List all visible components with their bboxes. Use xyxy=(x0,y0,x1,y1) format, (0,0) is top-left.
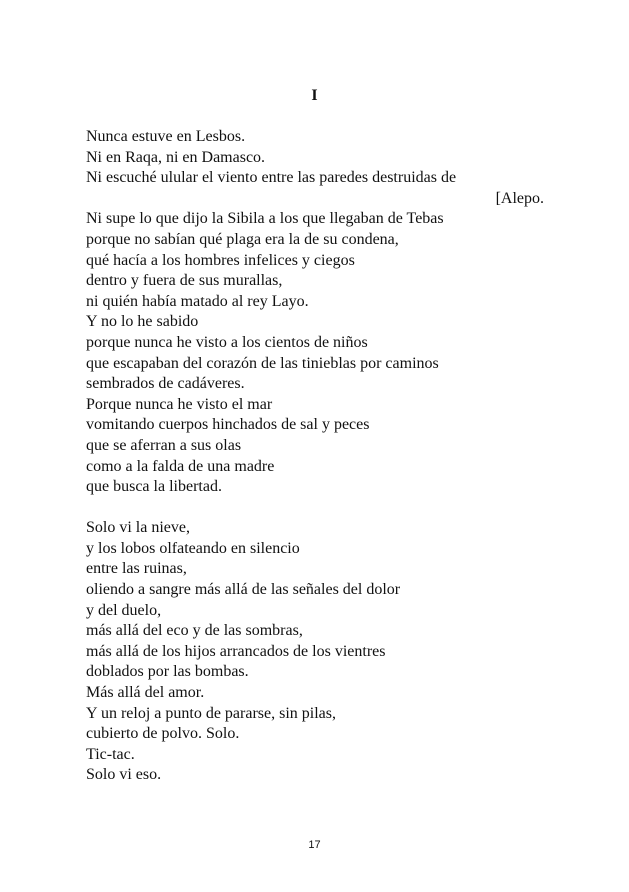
poem-line: Solo vi eso. xyxy=(86,766,162,784)
poem-line: y del duelo, xyxy=(86,601,162,619)
poem-line: que se aferran a sus olas xyxy=(86,436,242,454)
poem-line: oliendo a sangre más allá de las señales del dolor xyxy=(86,581,401,599)
poem-line: doblados por las bombas. xyxy=(86,663,249,681)
poem-line: Y no lo he sabido xyxy=(86,313,199,331)
poem-line: ni quién había matado al rey Layo. xyxy=(86,292,309,310)
poem-line: Solo vi la nieve, xyxy=(86,519,190,537)
poem-line: Nunca estuve en Lesbos. xyxy=(86,128,246,145)
stanza-2 xyxy=(86,518,556,786)
poem-heading: I xyxy=(311,87,318,104)
poem-line: Ni escuché ulular el viento entre las paredes destruidas de xyxy=(86,169,457,187)
poem-line: vomitando cuerpos hinchados de sal y peces xyxy=(86,416,370,434)
poem-line: Porque nunca he visto el mar xyxy=(86,395,273,413)
poem-line-continuation: [Alepo. xyxy=(495,189,544,207)
poem-line: y los lobos olfateando en silencio xyxy=(86,539,300,557)
poem-line: porque no sabían qué plaga era la de su condena, xyxy=(86,230,399,248)
poem-line: sembrados de cadáveres. xyxy=(86,375,245,393)
poem-line: Ni supe lo que dijo la Sibila a los que llegaban de Tebas xyxy=(86,210,444,228)
poem-line: que escapaban del corazón de las tinieblas por caminos xyxy=(86,354,439,372)
poem-line: Más allá del amor. xyxy=(86,684,205,702)
poem-line: cubierto de polvo. Solo. xyxy=(86,725,240,743)
poem-line: entre las ruinas, xyxy=(86,560,187,578)
stanza-1 xyxy=(86,127,556,498)
poem-line: más allá del eco y de las sombras, xyxy=(86,622,303,640)
poem-line: que busca la libertad. xyxy=(86,478,222,496)
page-number: 17 xyxy=(308,839,321,851)
poem-line: más allá de los hijos arrancados de los vientres xyxy=(86,642,386,660)
poem-line: Tic-tac. xyxy=(86,745,135,763)
stanza-break xyxy=(86,498,556,519)
poem-line: Y un reloj a punto de pararse, sin pilas, xyxy=(86,704,337,722)
poem-line: Ni en Raqa, ni en Damasco. xyxy=(86,148,266,166)
poem-line: porque nunca he visto a los cientos de niños xyxy=(86,333,368,351)
poem-line: como a la falda de una madre xyxy=(86,457,275,475)
poem-line: dentro y fuera de sus murallas, xyxy=(86,272,283,290)
poem-line: qué hacía a los hombres infelices y ciegos xyxy=(86,251,355,269)
poem-body xyxy=(86,127,556,786)
